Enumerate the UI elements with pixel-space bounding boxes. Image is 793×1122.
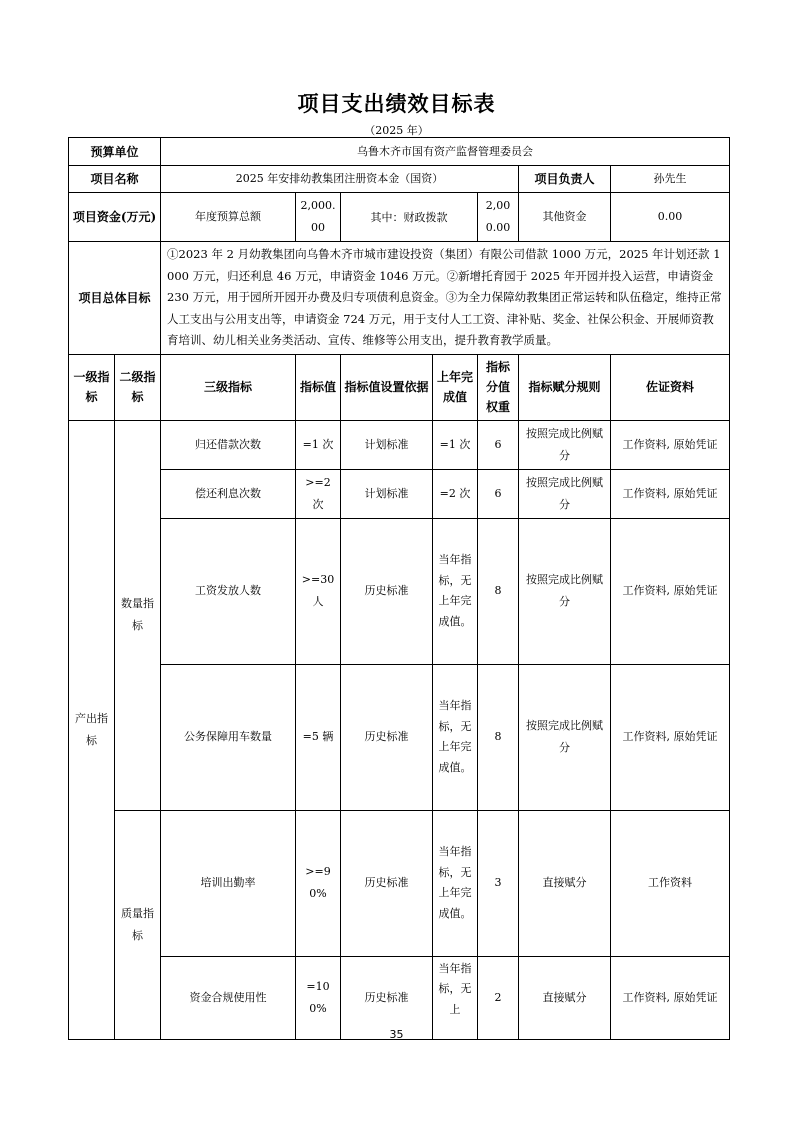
annual-budget-label-text: 年度预算总额 [195, 210, 262, 223]
header-level1: 一级指标 [69, 354, 115, 420]
indicator-evidence: 工作资料, 原始凭证 [611, 956, 730, 1039]
budget-unit-label: 预算单位 [69, 138, 161, 166]
indicator-name: 公务保障用车数量 [161, 664, 296, 810]
overall-goal-label: 项目总体目标 [69, 242, 161, 355]
table-row [69, 518, 730, 664]
budget-unit-row [69, 138, 730, 166]
indicator-basis: 历史标准 [341, 810, 433, 956]
other-funds-value: 0.00 [611, 193, 730, 242]
overall-goal-row [69, 242, 730, 355]
indicator-evidence: 工作资料, 原始凭证 [611, 469, 730, 518]
indicator-name: 工资发放人数 [161, 518, 296, 664]
level1-output: 产出指标 [69, 420, 115, 1039]
indicator-evidence: 工作资料, 原始凭证 [611, 420, 730, 469]
indicator-weight: 8 [478, 518, 519, 664]
indicator-header-row [69, 354, 730, 420]
indicator-weight: 2 [478, 956, 519, 1039]
indicator-name: 资金合规使用性 [161, 956, 296, 1039]
table-row [69, 420, 730, 469]
fiscal-value: 2,000.00 [478, 193, 519, 242]
indicator-name: 归还借款次数 [161, 420, 296, 469]
project-name-value: 2025 年安排幼教集团注册资本金（国资） [161, 166, 519, 193]
indicator-weight: 6 [478, 420, 519, 469]
header-level2: 二级指标 [115, 354, 161, 420]
table-row [69, 956, 730, 1039]
project-funds-row [69, 193, 730, 242]
indicator-prev: =2 次 [433, 469, 478, 518]
indicator-value: >=90% [296, 810, 341, 956]
indicator-name: 培训出勤率 [161, 810, 296, 956]
header-value: 指标值 [296, 354, 341, 420]
overall-goal-text: ①2023 年 2 月幼教集团向乌鲁木齐市城市建设投资（集团）有限公司借款 1000 万元，2025 年计划还款 1000 万元，归还利息 46 万元，申请资金 1046 万元。②新增托育园于 2025 年开园并投入运营，申请资金 230 万元，用于园所开园开办费及归专项债利息资金。③为全力保障幼教集团正常运转和队伍稳定，维持正常人工支出与公用支出等，申请资金 724 万元，用于支付人工工资、津补贴、奖金、社保公积金、开展师资教育培训、幼儿相关业务类活动、宣传、维修等公用支出，提升教育教学质量。 [161, 242, 730, 355]
level2-quantity: 数量指标 [115, 420, 161, 810]
project-funds-label: 项目资金(万元) [69, 193, 161, 242]
indicator-evidence: 工作资料, 原始凭证 [611, 664, 730, 810]
header-weight: 指标分值权重 [478, 354, 519, 420]
indicator-value: >=30 人 [296, 518, 341, 664]
indicator-rule: 按照完成比例赋分 [519, 664, 611, 810]
header-basis: 指标值设置依据 [341, 354, 433, 420]
indicator-name: 偿还利息次数 [161, 469, 296, 518]
header-rule: 指标赋分规则 [519, 354, 611, 420]
other-funds-cell [519, 193, 611, 242]
indicator-value: =100% [296, 956, 341, 1039]
header-evidence: 佐证资料 [611, 354, 730, 420]
indicator-value: =5 辆 [296, 664, 341, 810]
table-row [69, 469, 730, 518]
indicator-prev: 当年指标，无上 [433, 956, 478, 1039]
indicator-rule: 按照完成比例赋分 [519, 518, 611, 664]
table-row [69, 664, 730, 810]
page-title: 项目支出绩效目标表 [297, 91, 496, 116]
annual-budget-label [161, 193, 296, 242]
indicator-weight: 3 [478, 810, 519, 956]
indicator-weight: 6 [478, 469, 519, 518]
project-name-row [69, 166, 730, 193]
project-owner-value: 孙先生 [611, 166, 730, 193]
indicator-evidence: 工作资料 [611, 810, 730, 956]
indicator-weight: 8 [478, 664, 519, 810]
table-year: （2025 年） [364, 124, 429, 137]
indicator-rule: 按照完成比例赋分 [519, 469, 611, 518]
page-number: 35 [389, 1028, 404, 1041]
indicator-basis: 计划标准 [341, 469, 433, 518]
annual-budget-value: 2,000.00 [296, 193, 341, 242]
project-name-label: 项目名称 [69, 166, 161, 193]
budget-unit-value: 乌鲁木齐市国有资产监督管理委员会 [161, 138, 730, 166]
level2-quality: 质量指标 [115, 810, 161, 1039]
indicator-rule: 直接赋分 [519, 810, 611, 956]
indicator-basis: 计划标准 [341, 420, 433, 469]
indicator-prev: =1 次 [433, 420, 478, 469]
indicator-evidence: 工作资料, 原始凭证 [611, 518, 730, 664]
indicator-prev: 当年指标，无上年完成值。 [433, 518, 478, 664]
header-level3: 三级指标 [161, 354, 296, 420]
indicator-value: >=2 次 [296, 469, 341, 518]
indicator-basis: 历史标准 [341, 956, 433, 1039]
indicator-prev: 当年指标，无上年完成值。 [433, 810, 478, 956]
fiscal-label: 其中：财政拨款 [341, 193, 478, 242]
indicator-rule: 直接赋分 [519, 956, 611, 1039]
header-prev: 上年完成值 [433, 354, 478, 420]
other-funds-label: 其他资金 [542, 210, 587, 223]
indicator-value: =1 次 [296, 420, 341, 469]
indicator-basis: 历史标准 [341, 518, 433, 664]
project-owner-label: 项目负责人 [519, 166, 611, 193]
indicator-prev: 当年指标，无上年完成值。 [433, 664, 478, 810]
performance-table [68, 137, 730, 1040]
indicator-basis: 历史标准 [341, 664, 433, 810]
table-row [69, 810, 730, 956]
indicator-rule: 按照完成比例赋分 [519, 420, 611, 469]
